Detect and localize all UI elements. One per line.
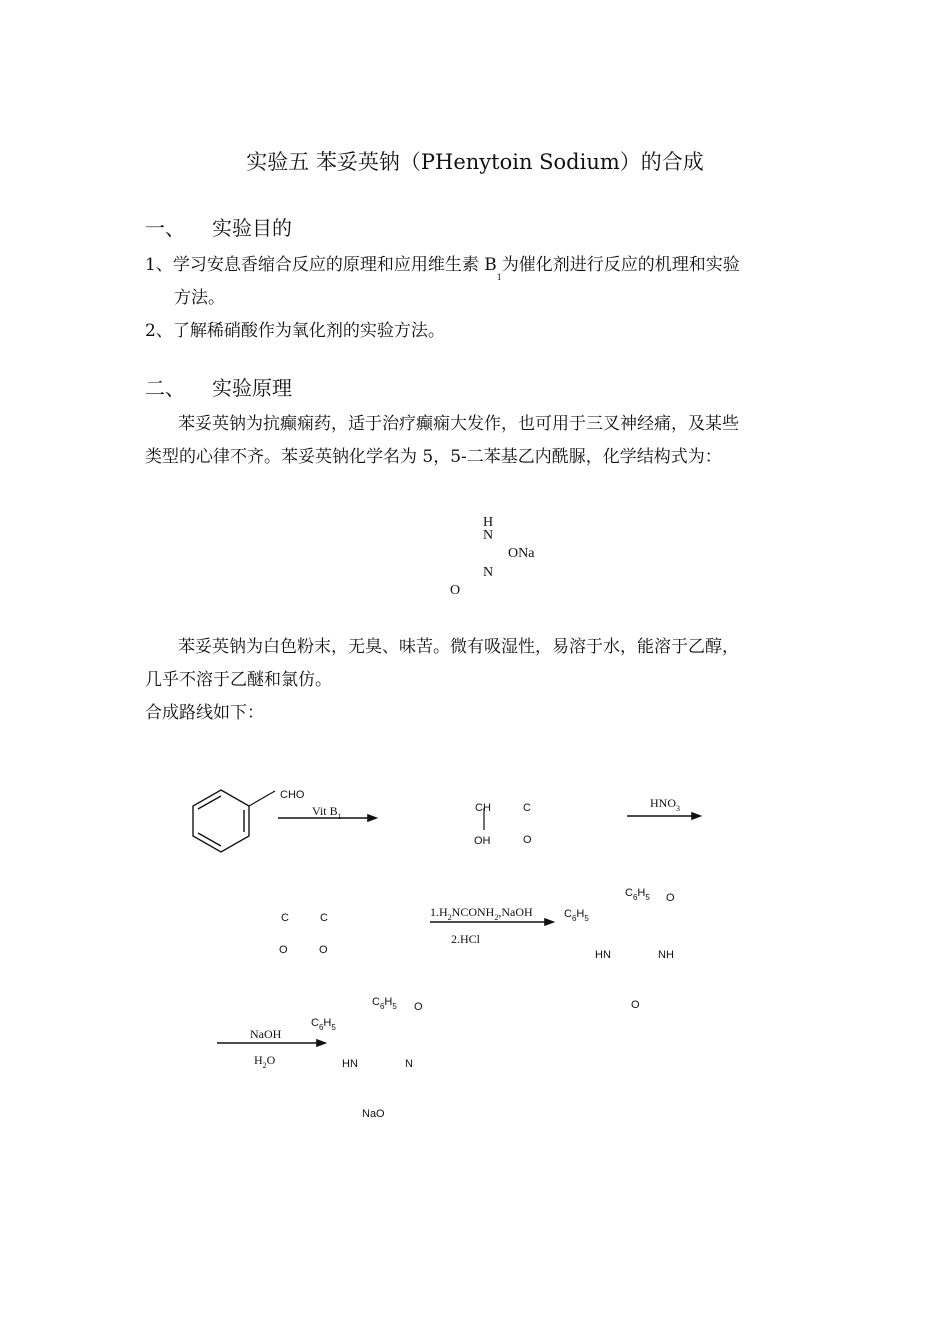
salt-n: N	[405, 1058, 413, 1070]
salt-hn: HN	[342, 1058, 358, 1070]
section2-para2-line2: 几乎不溶于乙醚和氯仿。	[145, 670, 332, 690]
reagent1-b: NCONH	[451, 905, 495, 919]
structure-ona: ONa	[508, 546, 535, 561]
ph-d-sub1: 6	[318, 1023, 324, 1032]
ph-c-h: H	[384, 996, 393, 1008]
ph-a-h: H	[637, 887, 646, 899]
vitb-sub: 1	[337, 812, 342, 821]
salt-ph-c	[372, 996, 397, 1011]
benzil-o2: O	[319, 944, 328, 956]
reagent1-sub2: 2	[494, 913, 499, 922]
phenytoin-hn: HN	[595, 949, 611, 961]
section1-heading: 实验目的	[212, 216, 292, 240]
salt-nao: NaO	[362, 1108, 385, 1120]
structure-o: O	[450, 583, 461, 598]
phenytoin-ph-a	[625, 887, 650, 902]
benzil-o1: O	[279, 944, 288, 956]
ph-a-sub1: 6	[632, 893, 638, 902]
ph-b-sub2: 5	[584, 914, 589, 923]
arrow-hno3	[627, 813, 700, 819]
page-title: 实验五 苯妥英钠（PHenytoin Sodium）的合成	[246, 150, 704, 174]
benzene-ring	[193, 790, 249, 852]
h2o-h: H	[254, 1053, 263, 1067]
section2-para1-line1: 苯妥英钠为抗癫痫药，适于治疗癫痫大发作，也可用于三叉神经痛，及某些	[178, 414, 739, 434]
section2-para2-line1: 苯妥英钠为白色粉末，无臭、味苦。微有吸湿性，易溶于水，能溶于乙醇，	[178, 637, 739, 657]
ph-b-sub1: 6	[571, 914, 577, 923]
ph-c-c: C	[372, 996, 380, 1008]
section1-item2: 2、了解稀硝酸作为氧化剂的实验方法。	[145, 321, 445, 341]
scheme-reagent2: 2.HCl	[451, 932, 481, 946]
structure-n2: N	[483, 565, 494, 580]
section2-para1-line2: 类型的心律不齐。苯妥英钠化学名为 5，5-二苯基乙内酰脲，化学结构式为：	[145, 447, 722, 467]
section1-number: 一、	[145, 216, 185, 240]
ph-b-h: H	[576, 908, 585, 920]
scheme-h2o	[254, 1053, 275, 1068]
ph-b-c: C	[564, 908, 572, 920]
phenytoin-ph-b	[564, 908, 589, 923]
ph-d-h: H	[323, 1017, 332, 1029]
vitb-label: Vit B	[312, 804, 338, 818]
ph-d-sub2: 5	[331, 1023, 336, 1032]
h2o-sub: 2	[262, 1061, 267, 1070]
scheme-naoh: NaOH	[250, 1027, 282, 1041]
item1-text-pre: 1、学习安息香缩合反应的原理和应用维生素 B	[145, 255, 497, 275]
item1-text-post: 为催化剂进行反应的机理和实验	[501, 255, 740, 275]
cho-bond	[249, 791, 275, 806]
phenytoin-nh: NH	[658, 949, 674, 961]
benzil-c1: C	[281, 912, 289, 924]
scheme-hno3	[650, 796, 680, 811]
section1-item1-line2: 方法。	[174, 288, 225, 308]
scheme-ch: CH	[475, 802, 491, 814]
reagent1-c: ,NaOH	[498, 905, 533, 919]
reagent1-a: 1.H	[430, 905, 448, 919]
scheme-reagent1	[430, 905, 533, 920]
hno3-label: HNO	[650, 796, 676, 810]
scheme-o1: O	[523, 834, 532, 846]
structure-h: H	[483, 515, 494, 530]
benzil-c2: C	[320, 912, 328, 924]
ph-d-c: C	[311, 1017, 319, 1029]
reagent1-sub1: 2	[447, 913, 452, 922]
scheme-cho: CHO	[280, 789, 305, 801]
section2-heading: 实验原理	[212, 376, 292, 400]
structure-n1: N	[483, 528, 494, 543]
phenytoin-o-bottom: O	[631, 999, 640, 1011]
ph-a-c: C	[625, 887, 633, 899]
section2-number: 二、	[145, 376, 185, 400]
section2-para3: 合成路线如下：	[145, 703, 264, 723]
salt-ph-d	[311, 1017, 336, 1032]
scheme-c1: C	[523, 802, 531, 814]
scheme-oh: OH	[474, 835, 491, 847]
phenytoin-o-top: O	[666, 892, 675, 904]
ph-c-sub1: 6	[379, 1002, 385, 1011]
ph-c-sub2: 5	[392, 1002, 397, 1011]
item1-subscript: 1	[496, 273, 502, 282]
h2o-o: O	[266, 1053, 276, 1067]
salt-o: O	[414, 1001, 423, 1013]
hno3-sub: 3	[676, 804, 680, 813]
ph-a-sub2: 5	[645, 893, 650, 902]
scheme-vitb1	[312, 804, 342, 819]
